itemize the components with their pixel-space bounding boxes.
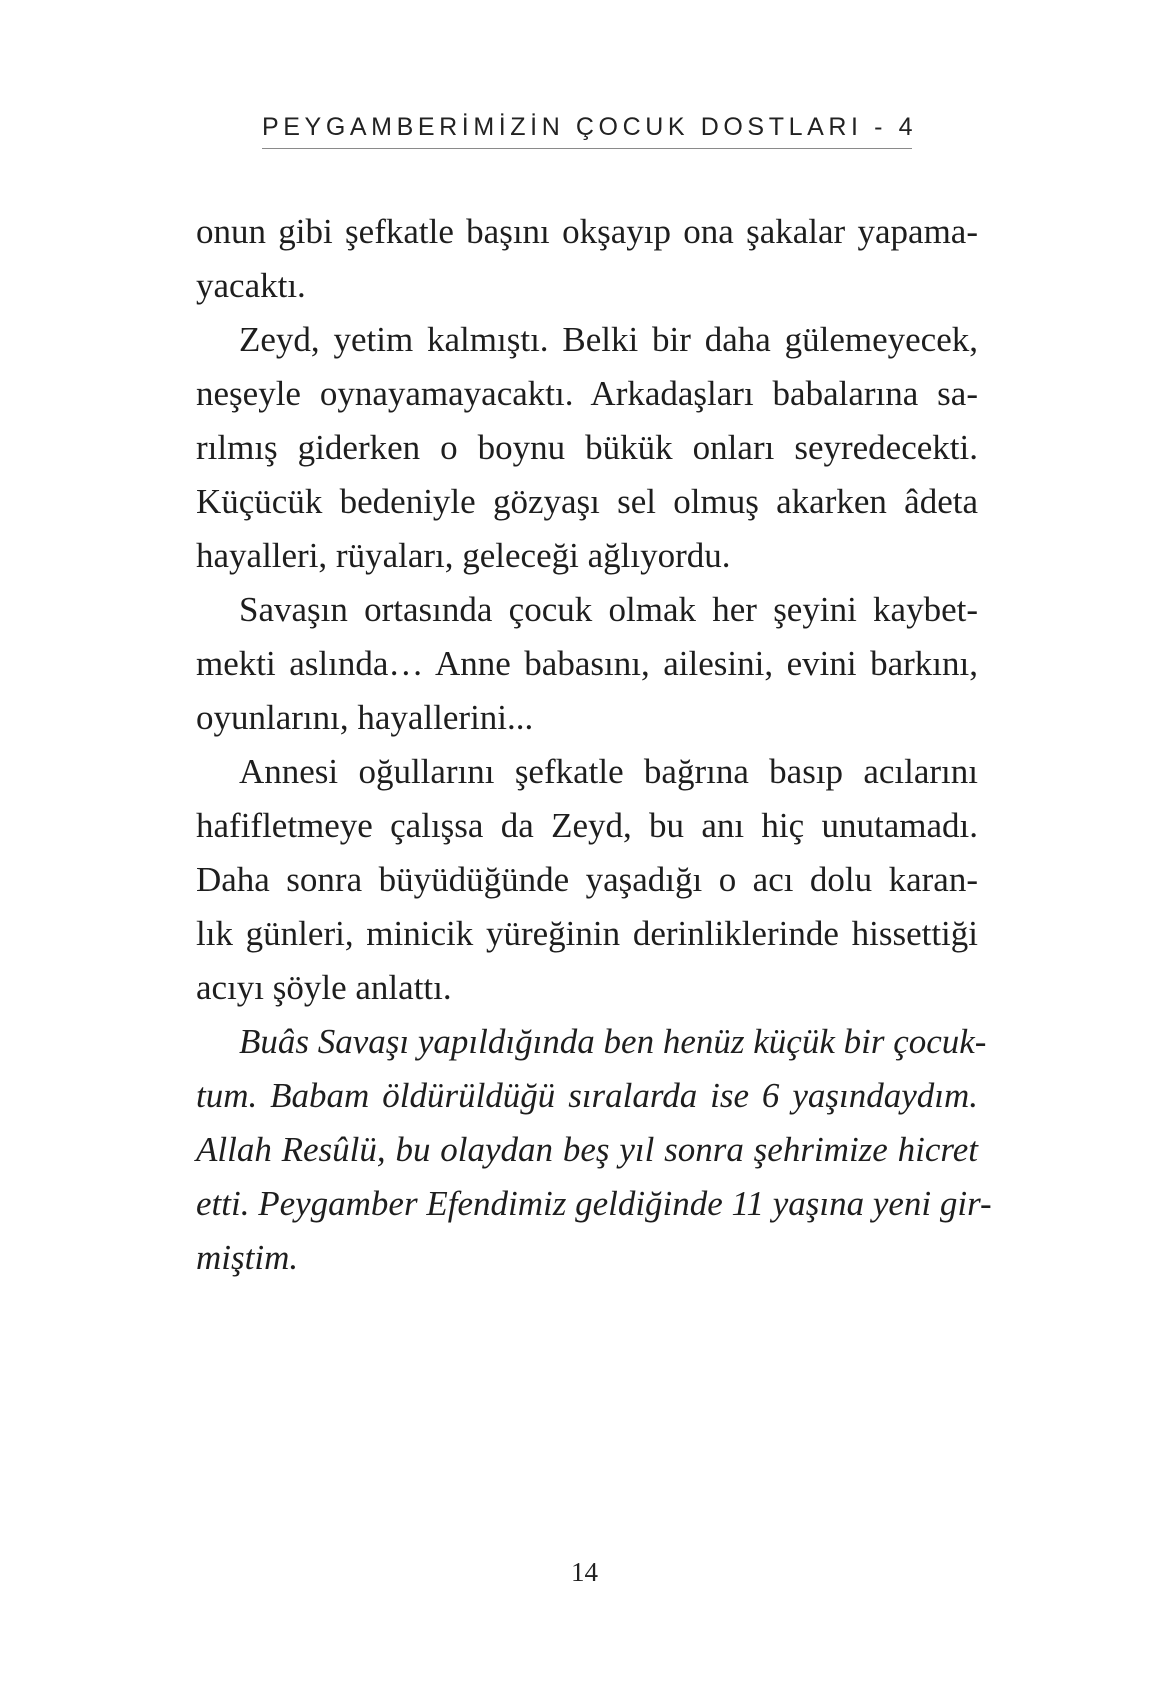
text-line: rılmış giderken o boynu bükük onları seyredecekti. <box>196 428 978 467</box>
text-line: Savaşın ortasında çocuk olmak her şeyini kaybet- <box>239 590 978 629</box>
quote-paragraph <box>196 1015 992 1285</box>
running-header-title: PEYGAMBERİMİZİN ÇOCUK DOSTLARI - 4 <box>262 113 918 141</box>
text-line: onun gibi şefkatle başını okşayıp ona şakalar yapama- <box>196 212 978 251</box>
text-line: oyunlarını, hayallerini... <box>196 698 534 737</box>
text-line: hayalleri, rüyaları, geleceği ağlıyordu. <box>196 536 731 575</box>
body-text <box>196 205 992 1285</box>
text-line: lık günleri, minicik yüreğinin derinliklerinde hissettiği <box>196 914 978 953</box>
quote-line: tum. Babam öldürüldüğü sıralarda ise 6 yaşındaydım. <box>196 1076 978 1115</box>
text-line: neşeyle oynayamayacaktı. Arkadaşları babalarına sa- <box>196 374 978 413</box>
paragraph <box>196 583 978 745</box>
text-line: acıyı şöyle anlattı. <box>196 968 452 1007</box>
text-line: Daha sonra büyüdüğünde yaşadığı o acı dolu karan- <box>196 860 978 899</box>
text-line: Küçücük bedeniyle gözyaşı sel olmuş akarken âdeta <box>196 482 978 521</box>
paragraph <box>196 745 978 1015</box>
quote-line: Allah Resûlü, bu olaydan beş yıl sonra şehrimize hicret <box>196 1130 978 1169</box>
text-line: hafifletmeye çalışsa da Zeyd, bu anı hiç unutamadı. <box>196 806 978 845</box>
paragraph <box>196 313 978 583</box>
text-line: Zeyd, yetim kalmıştı. Belki bir daha gülemeyecek, <box>239 320 978 359</box>
paragraph <box>196 205 978 313</box>
quote-line: miştim. <box>196 1238 299 1277</box>
quote-line: etti. Peygamber Efendimiz geldiğinde 11 yaşına yeni gir- <box>196 1184 992 1223</box>
text-line: yacaktı. <box>196 266 306 305</box>
text-line: Annesi oğullarını şefkatle bağrına basıp acılarını <box>239 752 978 791</box>
page-number: 14 <box>571 1557 598 1587</box>
quote-line: Buâs Savaşı yapıldığında ben henüz küçük bir çocuk- <box>239 1022 987 1061</box>
header-rule <box>262 148 912 149</box>
text-line: mekti aslında… Anne babasını, ailesini, evini barkını, <box>196 644 978 683</box>
